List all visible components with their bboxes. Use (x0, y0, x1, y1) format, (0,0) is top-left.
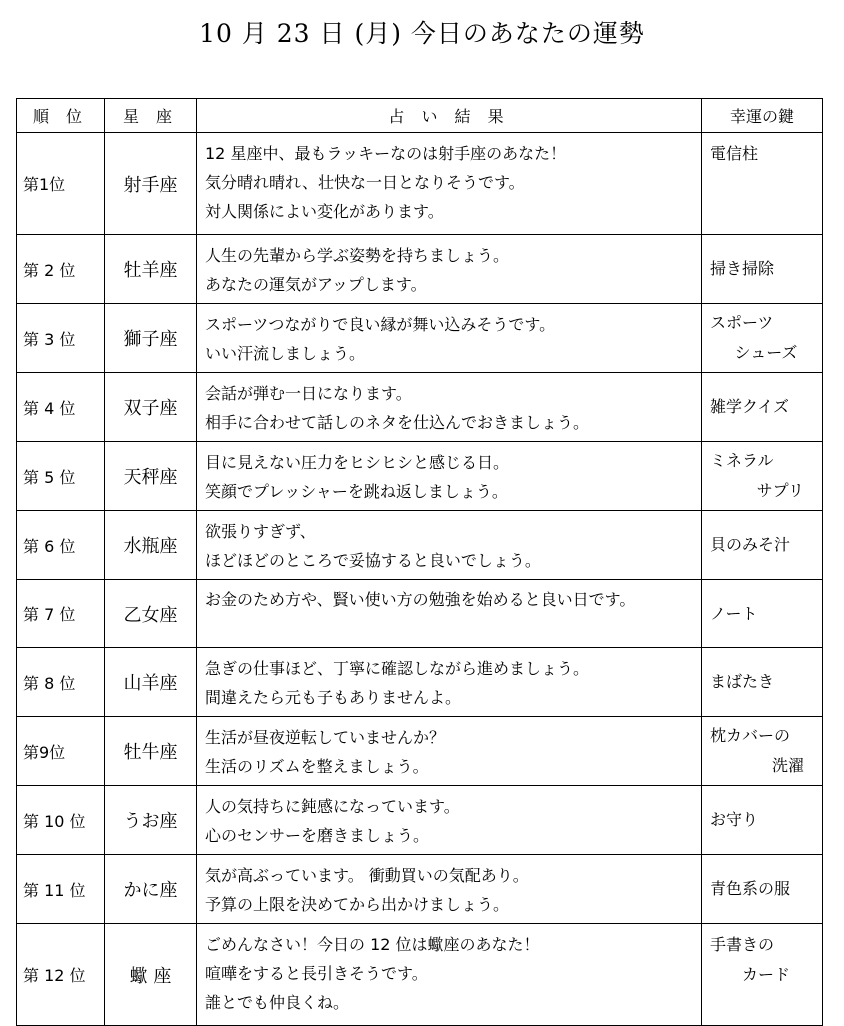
lucky-key-cell (702, 648, 823, 717)
rank-cell: 第 4 位 (17, 373, 105, 442)
result-line: 心のセンサーを磨きましょう。 (205, 826, 430, 845)
lucky-key-cell (702, 373, 823, 442)
table-row (17, 580, 823, 648)
result-line: 生活のリズムを整えましょう。 (205, 757, 429, 776)
header-sign: 星 座 (105, 99, 197, 133)
lucky-key: お守り (710, 810, 759, 829)
result-line: 目に見えない圧力をヒシヒシと感じる日。 (205, 453, 510, 472)
sign-cell: 蠍 座 (105, 924, 197, 1026)
lucky-key: 雑学クイズ (710, 397, 790, 416)
lucky-key-cell (702, 442, 823, 511)
lucky-key: スポーツ (710, 313, 774, 332)
result-cell (197, 855, 702, 924)
lucky-key: 青色系の服 (710, 879, 791, 898)
table-row (17, 924, 823, 1026)
result-line: 喧嘩をすると長引きそうです。 (205, 964, 428, 983)
result-cell (197, 648, 702, 717)
result-line: 生活が昼夜逆転していませんか？ (205, 728, 446, 747)
table-row (17, 373, 823, 442)
lucky-key-cell (702, 235, 823, 304)
table-row (17, 442, 823, 511)
lucky-key: シューズ (734, 343, 798, 362)
rank-cell: 第9位 (17, 717, 105, 786)
result-line: 人の気持ちに鈍感になっています。 (205, 797, 460, 816)
table-row (17, 717, 823, 786)
header-result: 占 い 結 果 (197, 99, 702, 133)
result-cell (197, 304, 702, 373)
result-line: お金のため方や、賢い使い方の勉強を始めると良い日です。 (205, 590, 636, 609)
sign-cell: 牡羊座 (105, 235, 197, 304)
sign-cell: うお座 (105, 786, 197, 855)
lucky-key-cell (702, 304, 823, 373)
lucky-key: サプリ (756, 481, 804, 500)
result-line: 相手に合わせて話しのネタを仕込んでおきましょう。 (205, 413, 590, 432)
lucky-key-cell (702, 717, 823, 786)
result-line: 気分晴れ晴れ、壮快な一日となりそうです。 (205, 173, 525, 192)
result-line: 急ぎの仕事ほど、丁寧に確認しながら進めましょう。 (205, 659, 590, 678)
sign-cell: 山羊座 (105, 648, 197, 717)
result-cell (197, 133, 702, 235)
lucky-key-cell (702, 133, 823, 235)
sign-cell: 天秤座 (105, 442, 197, 511)
table-row (17, 235, 823, 304)
lucky-key-cell (702, 511, 823, 580)
sign-cell: 水瓶座 (105, 511, 197, 580)
table-row (17, 648, 823, 717)
result-line: 対人関係によい変化があります。 (205, 202, 444, 221)
lucky-key: まばたき (710, 672, 775, 691)
sign-cell: かに座 (105, 855, 197, 924)
result-line: いい汗流しましょう。 (205, 344, 366, 363)
result-line: スポーツつながりで良い縁が舞い込みそうです。 (205, 315, 556, 334)
table-row (17, 133, 823, 235)
result-line: 気が高ぶっています。 衝動買いの気配あり。 (205, 866, 529, 885)
lucky-key: ノート (710, 603, 758, 623)
result-cell (197, 235, 702, 304)
lucky-key-cell (702, 924, 823, 1026)
rank-cell: 第 5 位 (17, 442, 105, 511)
sign-cell: 獅子座 (105, 304, 197, 373)
result-line: 誰とでも仲良くね。 (205, 993, 350, 1012)
rank-cell: 第 6 位 (17, 511, 105, 580)
rank-cell: 第 8 位 (17, 648, 105, 717)
lucky-key: カード (741, 965, 790, 984)
result-line: 間違えたら元も子もありませんよ。 (205, 688, 462, 707)
rank-cell: 第 10 位 (17, 786, 105, 855)
lucky-key-cell (702, 855, 823, 924)
rank-cell: 第 11 位 (17, 855, 105, 924)
lucky-key: 貝のみそ汁 (710, 535, 791, 554)
lucky-key-cell (702, 786, 823, 855)
result-line: ほどほどのところで妥協すると良いでしょう。 (205, 551, 541, 570)
result-cell (197, 717, 702, 786)
sign-cell: 乙女座 (105, 580, 197, 648)
result-cell (197, 442, 702, 511)
header-key: 幸運の鍵 (702, 99, 823, 133)
rank-cell: 第1位 (17, 133, 105, 235)
result-line: あなたの運気がアップします。 (205, 275, 427, 294)
result-cell (197, 511, 702, 580)
result-cell (197, 373, 702, 442)
table-row (17, 304, 823, 373)
lucky-key: 手書きの (710, 935, 775, 954)
sign-cell: 射手座 (105, 133, 197, 235)
header-row (17, 99, 823, 133)
result-line: 笑顔でプレッシャーを跳ね返しましょう。 (205, 482, 508, 501)
table-row (17, 855, 823, 924)
lucky-key: 掃き掃除 (710, 259, 775, 278)
table-row (17, 511, 823, 580)
header-rank: 順 位 (17, 99, 105, 133)
rank-cell: 第 3 位 (17, 304, 105, 373)
page-title: 10 月 23 日 (月) 今日のあなたの運勢 (199, 19, 645, 48)
result-cell (197, 786, 702, 855)
rank-cell: 第 2 位 (17, 235, 105, 304)
sign-cell: 牡牛座 (105, 717, 197, 786)
table-row (17, 786, 823, 855)
result-line: ごめんなさい！今日の 12 位は蠍座のあなた！ (205, 935, 540, 954)
sign-cell: 双子座 (105, 373, 197, 442)
result-line: 会話が弾む一日になります。 (205, 384, 412, 403)
lucky-key: 電信柱 (710, 144, 759, 163)
rank-cell: 第 7 位 (17, 580, 105, 648)
lucky-key: ミネラル (710, 451, 774, 470)
horoscope-table (16, 98, 823, 1026)
lucky-key: 枕カバーの (710, 726, 791, 745)
result-line: 12 星座中、最もラッキーなのは射手座のあなた！ (205, 144, 567, 163)
result-line: 人生の先輩から学ぶ姿勢を持ちましょう。 (205, 246, 510, 265)
result-line: 欲張りすぎず、 (205, 522, 316, 541)
lucky-key: 洗濯 (771, 756, 804, 775)
result-cell (197, 924, 702, 1026)
lucky-key-cell (702, 580, 823, 648)
rank-cell: 第 12 位 (17, 924, 105, 1026)
result-line: 予算の上限を決めてから出かけましょう。 (205, 895, 510, 914)
result-cell (197, 580, 702, 648)
